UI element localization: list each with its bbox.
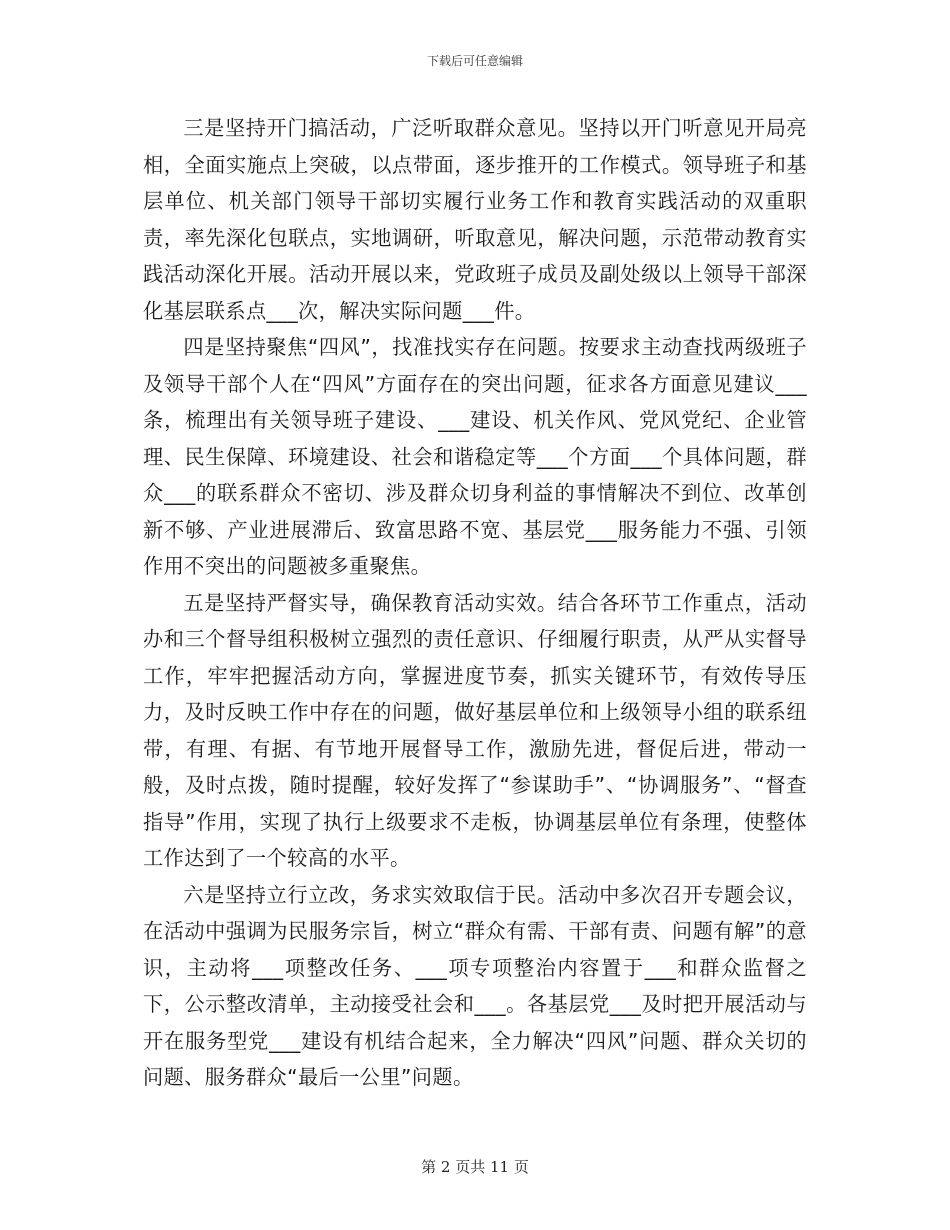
paragraph-4: 四是坚持聚焦“四风”，找准找实存在问题。按要求主动查找两级班子及领导干部个人在“四风”方面存在的突出问题，征求各方面意见建议___条，梳理出有关领导班子建设、___建设、机关作风、党风党纪、企业管理、民生保障、环境建设、社会和谐稳定等___个方面___个具体问题，群众___的联系群众不密切、涉及群众切身利益的事情解决不到位、改革创新不够、产业进展滞后、致富思路不宽、基层党___服务能力不强、引领作用不突出的问题被多重聚焦。 [143, 335, 807, 578]
page-footer: 第 2 页共 11 页 [421, 1158, 529, 1176]
paragraph-6: 六是坚持立行立改，务求实效取信于民。活动中多次召开专题会议，在活动中强调为民服务宗旨，树立“群众有需、干部有责、问题有解”的意识，主动将___项整改任务、___项专项整治内容置于___和群众监督之下，公示整改清单，主动接受社会和___。各基层党___及时把开展活动与开在服务型党___建设有机结合起来，全力解决“四风”问题、群众关切的问题、服务群众“最后一公里”问题。 [143, 882, 807, 1089]
paragraph-5: 五是坚持严督实导，确保教育活动实效。结合各环节工作重点，活动办和三个督导组积极树立强烈的责任意识、仔细履行职责，从严从实督导工作，牢牢把握活动方向，掌握进度节奏，抓实关键环节，有效传导压力，及时反映工作中存在的问题，做好基层单位和上级领导小组的联系纽带，有理、有据、有节地开展督导工作，激励先进，督促后进，带动一般，及时点拨，随时提醒，较好发挥了“参谋助手”、“协调服务”、“督查指导”作用，实现了执行上级要求不走板，协调基层单位有条理，使整体工作达到了一个较高的水平。 [143, 590, 807, 870]
document-body [143, 110, 807, 1096]
paragraph-3: 三是坚持开门搞活动，广泛听取群众意见。坚持以开门听意见开局亮相，全面实施点上突破，以点带面，逐步推开的工作模式。领导班子和基层单位、机关部门领导干部切实履行业务工作和教育实践活动的双重职责，率先深化包联点，实地调研，听取意见，解决问题，示范带动教育实践活动深化开展。活动开展以来，党政班子成员及副处级以上领导干部深化基层联系点___次，解决实际问题___件。 [143, 116, 807, 323]
page-header: 下载后可任意编辑 [426, 54, 523, 68]
